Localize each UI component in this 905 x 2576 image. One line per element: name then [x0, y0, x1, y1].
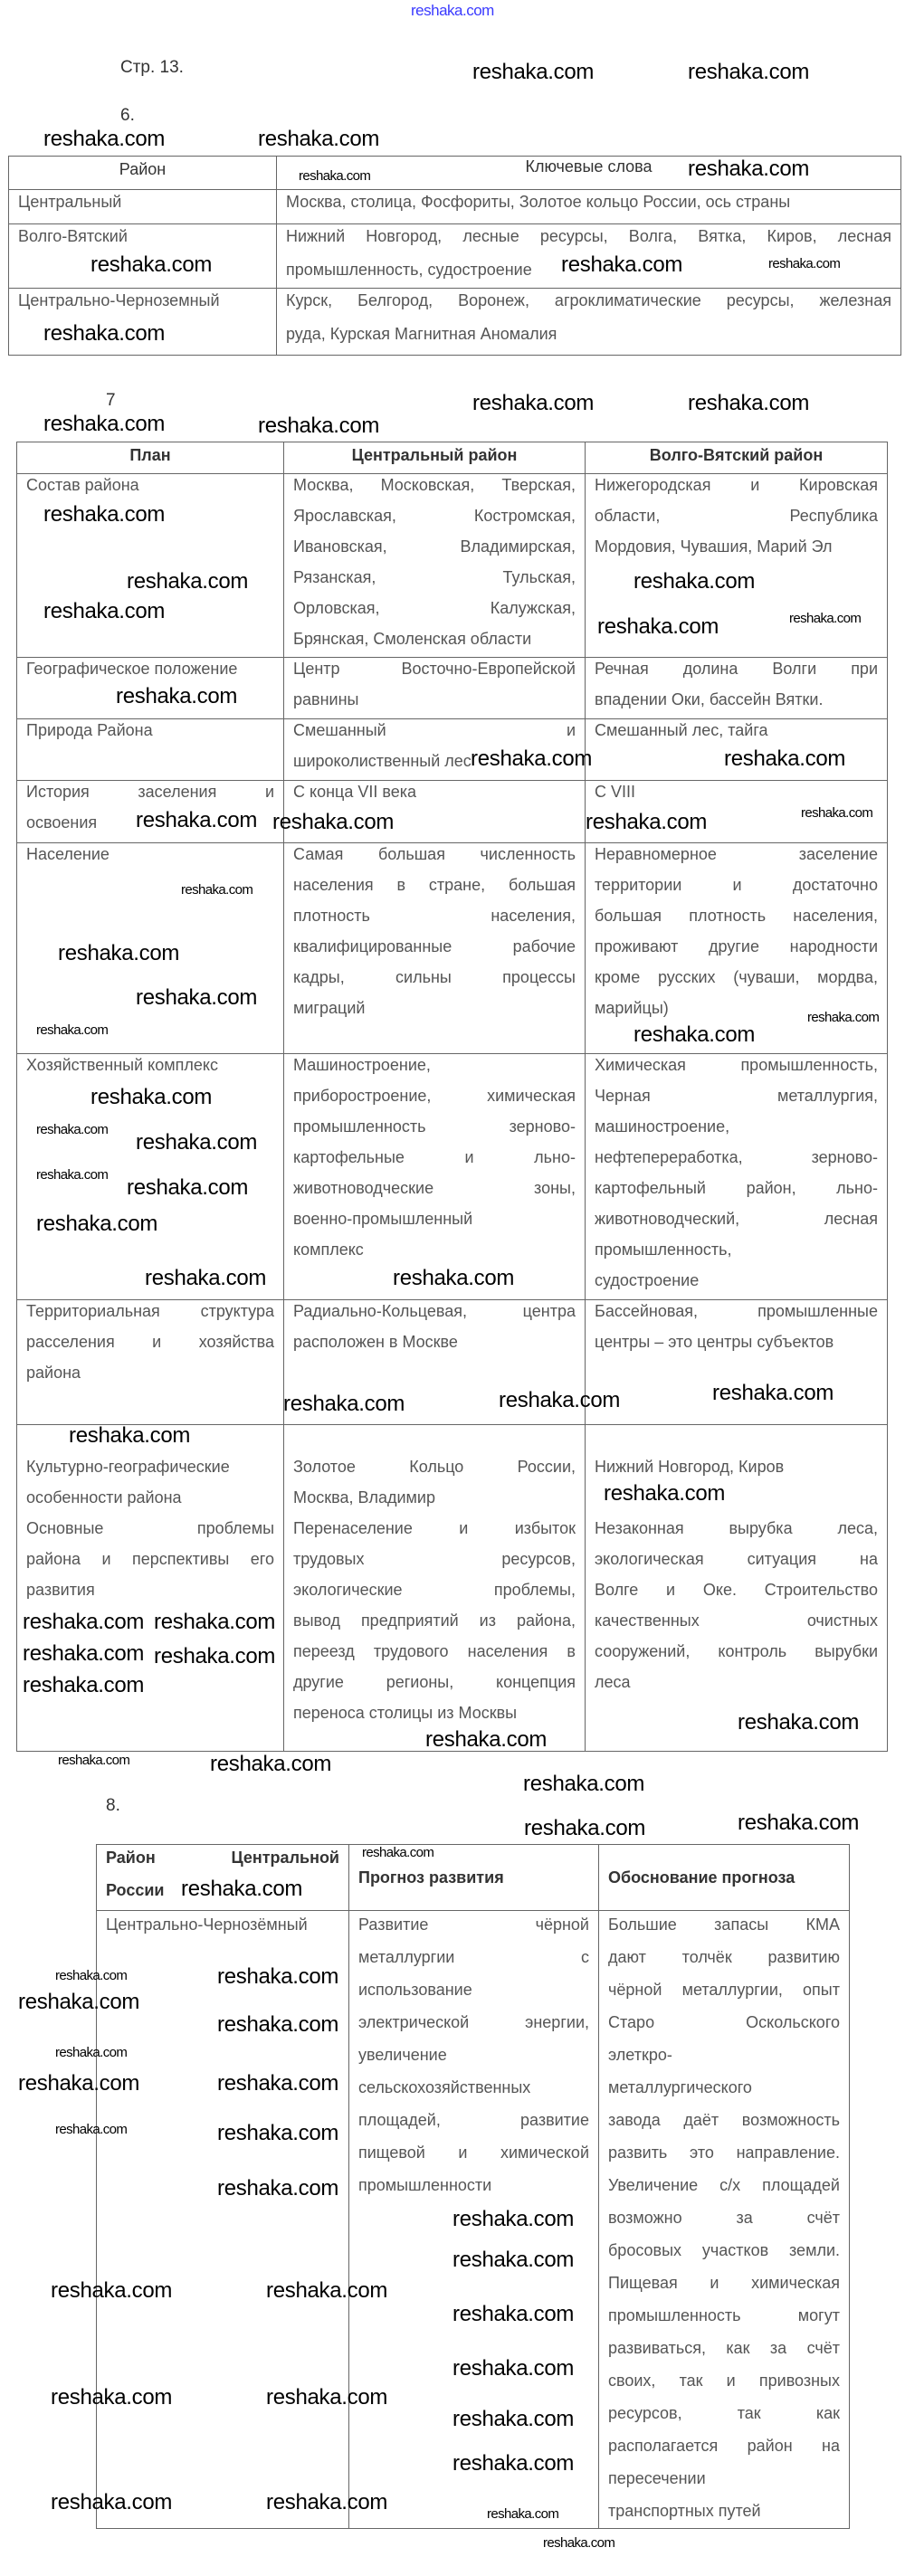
- text-line: возможно за счёт: [608, 2209, 840, 2227]
- text-line: впадении Оки, бассейн Вятки.: [595, 690, 824, 708]
- text-line: приборостроение, химическая: [293, 1087, 576, 1105]
- watermark: reshaka.com: [561, 252, 683, 277]
- text-line: комплекс: [293, 1240, 364, 1259]
- text-line: экологические проблемы,: [293, 1581, 576, 1599]
- text-line: Ивановская, Владимирская,: [293, 537, 576, 556]
- watermark: reshaka.com: [136, 808, 258, 832]
- text-line: чёрной металлургии, опыт: [608, 1981, 840, 1999]
- volga-vyatka-cell: [586, 658, 888, 719]
- text-line: Хозяйственный комплекс: [26, 1056, 218, 1074]
- text-line: качественных очистных: [595, 1611, 878, 1630]
- plan-cell: [17, 474, 284, 658]
- text-line: пересечении: [608, 2469, 706, 2487]
- text-line: Черная металлургия,: [595, 1087, 878, 1105]
- watermark: reshaka.com: [217, 2121, 339, 2145]
- text-line: Ярославская, Костромская,: [293, 507, 576, 525]
- text-line: металлургии с: [358, 1948, 589, 1966]
- text-line: промышленность зерново-: [293, 1117, 576, 1136]
- text-line: России: [106, 1881, 165, 1899]
- site-label[interactable]: reshaka.com: [411, 2, 494, 19]
- header-central: Центральный район: [284, 442, 586, 474]
- region-cell: [9, 190, 277, 224]
- watermark: reshaka.com: [266, 2278, 388, 2303]
- text-line: Географическое положение: [26, 660, 238, 678]
- text-line: руда, Курская Магнитная Аномалия: [286, 325, 557, 343]
- watermark: reshaka.com: [55, 1968, 128, 1983]
- text-line: использование: [358, 1981, 472, 1999]
- text-line: промышленность,: [595, 1240, 732, 1259]
- text-line: сельскохозяйственных: [358, 2078, 531, 2096]
- text-line: расположен в Москве: [293, 1333, 458, 1351]
- central-cell: [284, 843, 586, 1054]
- header-plan: План: [17, 442, 284, 474]
- text-line: населения в стране, большая: [293, 876, 576, 894]
- watermark: reshaka.com: [36, 1022, 109, 1038]
- watermark: reshaka.com: [210, 1752, 332, 1776]
- text-line: Химическая промышленность,: [595, 1056, 878, 1074]
- text-line: Машиностроение,: [293, 1056, 431, 1074]
- text-line: металлургического: [608, 2078, 752, 2096]
- text-line: Москва, Московская, Тверская,: [293, 476, 576, 494]
- text-line: транспортных путей: [608, 2502, 761, 2520]
- text-line: особенности района: [26, 1488, 182, 1507]
- watermark: reshaka.com: [452, 2207, 575, 2231]
- text-line: животноводческий, лесная: [595, 1210, 878, 1228]
- text-line: нефтепереработка, зерново-: [595, 1148, 878, 1166]
- text-line: располагается район на: [608, 2437, 840, 2455]
- text-line: Нижний Новгород, лесные ресурсы, Волга, Вятка, Киров, лесная: [286, 227, 891, 245]
- watermark: reshaka.com: [452, 2248, 575, 2272]
- text-line: района: [26, 1364, 81, 1382]
- watermark: reshaka.com: [51, 2385, 173, 2410]
- text-line: сооружений, контроль вырубки: [595, 1642, 878, 1660]
- page-heading: Стр. 13.: [120, 58, 184, 77]
- watermark: reshaka.com: [69, 1423, 191, 1448]
- text-line: завода даёт возможность: [608, 2111, 840, 2129]
- text-line: вывод предприятий из района,: [293, 1611, 576, 1630]
- text-line: Центрально-Чернозёмный: [106, 1915, 308, 1934]
- text-line: Волго-Вятский: [18, 227, 128, 245]
- watermark: reshaka.com: [58, 941, 180, 965]
- watermark: reshaka.com: [55, 2045, 128, 2060]
- watermark: reshaka.com: [724, 746, 846, 771]
- text-line: Природа Района: [26, 721, 153, 739]
- watermark: reshaka.com: [543, 2535, 615, 2551]
- keywords-cell: [277, 190, 901, 224]
- plan-cell: [17, 1425, 284, 1752]
- watermark: reshaka.com: [597, 614, 719, 639]
- text-line: освоения: [26, 813, 98, 832]
- watermark: reshaka.com: [393, 1266, 515, 1290]
- text-line: Рязанская, Тульская,: [293, 568, 576, 586]
- watermark: reshaka.com: [217, 2012, 339, 2037]
- plan-cell: [17, 719, 284, 781]
- text-line: Перенаселение и избыток: [293, 1519, 576, 1537]
- watermark: reshaka.com: [452, 2451, 575, 2476]
- volga-vyatka-cell: [586, 1425, 888, 1752]
- watermark: reshaka.com: [36, 1122, 109, 1137]
- watermark: reshaka.com: [43, 502, 166, 527]
- text-line: Состав района: [26, 476, 139, 494]
- central-cell: [284, 1054, 586, 1300]
- watermark: reshaka.com: [472, 60, 595, 84]
- watermark: reshaka.com: [23, 1673, 145, 1697]
- header-region: Район: [9, 157, 277, 190]
- watermark: reshaka.com: [217, 2176, 339, 2201]
- text-line: области, Республика: [595, 507, 878, 525]
- watermark: reshaka.com: [272, 810, 395, 834]
- text-line: Нижний Новгород, Киров: [595, 1458, 785, 1476]
- text-line: развития: [26, 1581, 95, 1599]
- watermark: reshaka.com: [43, 127, 166, 151]
- watermark: reshaka.com: [43, 321, 166, 346]
- watermark: reshaka.com: [55, 2122, 128, 2137]
- watermark: reshaka.com: [362, 1845, 434, 1860]
- text-line: экологическая ситуация на: [595, 1550, 878, 1568]
- text-line: животноводческие зоны,: [293, 1179, 576, 1197]
- watermark: reshaka.com: [283, 1392, 405, 1416]
- watermark: reshaka.com: [154, 1644, 276, 1668]
- text-line: Развитие чёрной: [358, 1915, 589, 1934]
- text-line: [595, 1421, 878, 1451]
- text-line: центры – это центры субъектов: [595, 1333, 834, 1351]
- text-line: другие регионы, концепция: [293, 1673, 576, 1691]
- watermark: reshaka.com: [524, 1816, 646, 1840]
- text-line: бросовых участков земли.: [608, 2241, 840, 2259]
- watermark: reshaka.com: [738, 1811, 860, 1835]
- text-line: Центрально-Черноземный: [18, 291, 220, 309]
- text-line: Орловская, Калужская,: [293, 599, 576, 617]
- text-line: промышленность могут: [608, 2306, 840, 2324]
- text-line: развить это направление.: [608, 2143, 840, 2162]
- text-line: равнины: [293, 690, 359, 708]
- text-line: расселения и хозяйства: [26, 1333, 274, 1351]
- text-line: машиностроение,: [595, 1117, 730, 1136]
- text-line: С конца VII века: [293, 783, 417, 801]
- watermark: reshaka.com: [604, 1481, 726, 1506]
- plan-cell: [17, 1300, 284, 1425]
- watermark: reshaka.com: [712, 1381, 834, 1405]
- text-line: плотность населения,: [293, 907, 576, 925]
- text-line: картофельные и льно-: [293, 1148, 576, 1166]
- text-line: промышленности: [358, 2176, 492, 2194]
- watermark: reshaka.com: [181, 882, 253, 898]
- header-volga-vyatka: Волго-Вятский район: [586, 442, 888, 474]
- text-line: Большие запасы КМА: [608, 1915, 840, 1934]
- text-line: Речная долина Волги при: [595, 660, 878, 678]
- text-line: Волге и Оке. Строительство: [595, 1581, 878, 1599]
- watermark: reshaka.com: [425, 1727, 548, 1752]
- text-line: Золотое Кольцо России,: [293, 1458, 576, 1476]
- watermark: reshaka.com: [36, 1212, 158, 1236]
- watermark: reshaka.com: [116, 684, 238, 708]
- text-line: Брянская, Смоленская области: [293, 630, 532, 648]
- text-line: Москва, столица, Фосфориты, Золотое кольцо России, ось страны: [286, 193, 791, 211]
- text-line: Курск, Белгород, Воронеж, агроклиматические ресурсы, железная: [286, 291, 891, 309]
- watermark: reshaka.com: [688, 391, 810, 415]
- volga-vyatka-cell: [586, 1300, 888, 1425]
- text-line: кроме русских (чуваши, мордва,: [595, 968, 878, 986]
- text-line: Неравномерное заселение: [595, 845, 878, 863]
- text-line: миграций: [293, 999, 366, 1017]
- central-cell: [284, 658, 586, 719]
- text-line: Радиально-Кольцевая, центра: [293, 1302, 576, 1320]
- watermark: reshaka.com: [586, 810, 708, 834]
- table-row: [9, 190, 901, 224]
- text-line: пищевой и химической: [358, 2143, 589, 2162]
- watermark: reshaka.com: [127, 569, 249, 594]
- central-cell: [284, 1425, 586, 1752]
- watermark: reshaka.com: [266, 2490, 388, 2514]
- watermark: reshaka.com: [688, 157, 810, 181]
- text-line: широколиственный лес: [293, 752, 472, 770]
- watermark: reshaka.com: [452, 2356, 575, 2381]
- watermark: reshaka.com: [807, 1010, 880, 1025]
- text-line: трудовых ресурсов,: [293, 1550, 576, 1568]
- watermark: reshaka.com: [266, 2385, 388, 2410]
- text-line: электрической энергии,: [358, 2013, 589, 2031]
- watermark: reshaka.com: [51, 2278, 173, 2303]
- text-line: кадры, сильны процессы: [293, 968, 576, 986]
- text-line: Увеличение с/х площадей: [608, 2176, 840, 2194]
- text-line: Смешанный и: [293, 721, 576, 739]
- text-line: квалифицированные рабочие: [293, 937, 576, 955]
- text-line: увеличение: [358, 2046, 447, 2064]
- text-line: своих, так и привозных: [608, 2372, 840, 2390]
- watermark: reshaka.com: [452, 2407, 575, 2431]
- text-line: Население: [26, 845, 110, 863]
- watermark: reshaka.com: [43, 599, 166, 623]
- text-line: Старо Оскольского: [608, 2013, 840, 2031]
- watermark: reshaka.com: [299, 168, 371, 184]
- text-line: Бассейновая, промышленные: [595, 1302, 878, 1320]
- watermark: reshaka.com: [23, 1641, 145, 1666]
- watermark: reshaka.com: [258, 127, 380, 151]
- watermark: reshaka.com: [51, 2490, 173, 2514]
- watermark: reshaka.com: [217, 1964, 339, 1989]
- watermark: reshaka.com: [768, 256, 841, 271]
- text-line: Пищевая и химическая: [608, 2274, 840, 2292]
- table-row: [17, 1300, 888, 1425]
- watermark: reshaka.com: [634, 1022, 756, 1047]
- text-line: История заселения и: [26, 783, 274, 801]
- watermark: reshaka.com: [471, 746, 593, 771]
- text-line: С VIII: [595, 783, 636, 801]
- watermark: reshaka.com: [154, 1610, 276, 1634]
- keywords-cell: [277, 289, 901, 356]
- watermark: reshaka.com: [738, 1710, 860, 1735]
- watermark: reshaka.com: [523, 1772, 645, 1796]
- central-cell: [284, 474, 586, 658]
- volga-vyatka-cell: [586, 1054, 888, 1300]
- watermark: reshaka.com: [36, 1167, 109, 1183]
- watermark: reshaka.com: [18, 2071, 140, 2096]
- text-line: Территориальная структура: [26, 1302, 274, 1320]
- watermark: reshaka.com: [472, 391, 595, 415]
- text-line: Незаконная вырубка леса,: [595, 1519, 878, 1537]
- header-keywords: Ключевые слова: [277, 157, 901, 190]
- text-line: Центральный: [18, 193, 122, 211]
- text-line: территории и достаточно: [595, 876, 878, 894]
- watermark: reshaka.com: [452, 2302, 575, 2326]
- text-line: района и перспективы его: [26, 1550, 274, 1568]
- watermark: reshaka.com: [18, 1990, 140, 2014]
- task-8-number: 8.: [106, 1796, 120, 1815]
- text-line: марийцы): [595, 999, 669, 1017]
- text-line: развиваться, как за счёт: [608, 2339, 840, 2357]
- reason-cell: [599, 1911, 850, 2529]
- text-line: Москва, Владимир: [293, 1488, 435, 1507]
- text-line: [293, 1421, 576, 1451]
- text-line: промышленность, судостроение: [286, 261, 532, 279]
- table-row: [17, 1425, 888, 1752]
- watermark: reshaka.com: [136, 985, 258, 1010]
- text-line: картофельный район, льно-: [595, 1179, 878, 1197]
- text-line: большая плотность населения,: [595, 907, 878, 925]
- text-line: площадей, развитие: [358, 2111, 589, 2129]
- text-line: Район Центральной: [106, 1849, 339, 1867]
- watermark: reshaka.com: [217, 2071, 339, 2096]
- watermark: reshaka.com: [634, 569, 756, 594]
- watermark: reshaka.com: [181, 1877, 303, 1901]
- text-line: ресурсов, так как: [608, 2404, 840, 2422]
- text-line: Мордовия, Чувашия, Марий Эл: [595, 537, 833, 556]
- text-line: переезд трудового населения в: [293, 1642, 576, 1660]
- watermark: reshaka.com: [90, 252, 213, 277]
- text-line: Прогноз развития: [358, 1868, 504, 1887]
- task-6-number: 6.: [120, 106, 135, 125]
- watermark: reshaka.com: [487, 2506, 559, 2522]
- watermark: reshaka.com: [58, 1753, 130, 1768]
- watermark: reshaka.com: [688, 60, 810, 84]
- text-line: переноса столицы из Москвы: [293, 1704, 518, 1722]
- text-line: Самая большая численность: [293, 845, 576, 863]
- watermark: reshaka.com: [145, 1266, 267, 1290]
- watermark: reshaka.com: [90, 1085, 213, 1109]
- text-line: проживают другие народности: [595, 937, 878, 955]
- watermark: reshaka.com: [127, 1175, 249, 1200]
- text-line: элеткро-: [608, 2046, 672, 2064]
- watermark: reshaka.com: [136, 1130, 258, 1155]
- text-line: леса: [595, 1673, 631, 1691]
- watermark: reshaka.com: [789, 611, 862, 626]
- text-line: Культурно-географические: [26, 1458, 230, 1476]
- watermark: reshaka.com: [43, 412, 166, 436]
- text-line: Центр Восточно-Европейской: [293, 660, 576, 678]
- text-line: дают толчёк развитию: [608, 1948, 840, 1966]
- text-line: военно-промышленный: [293, 1210, 473, 1228]
- task-7-number: 7: [106, 391, 116, 410]
- text-line: Смешанный лес, тайга: [595, 721, 768, 739]
- text-line: Основные проблемы: [26, 1519, 274, 1537]
- text-line: судостроение: [595, 1271, 700, 1289]
- watermark: reshaka.com: [499, 1388, 621, 1412]
- text-line: Нижегородская и Кировская: [595, 476, 878, 494]
- table-row: [17, 474, 888, 658]
- watermark: reshaka.com: [23, 1610, 145, 1634]
- header-reason: [599, 1845, 850, 1911]
- watermark: reshaka.com: [258, 413, 380, 438]
- watermark: reshaka.com: [801, 805, 873, 821]
- text-line: Обоснование прогноза: [608, 1868, 795, 1887]
